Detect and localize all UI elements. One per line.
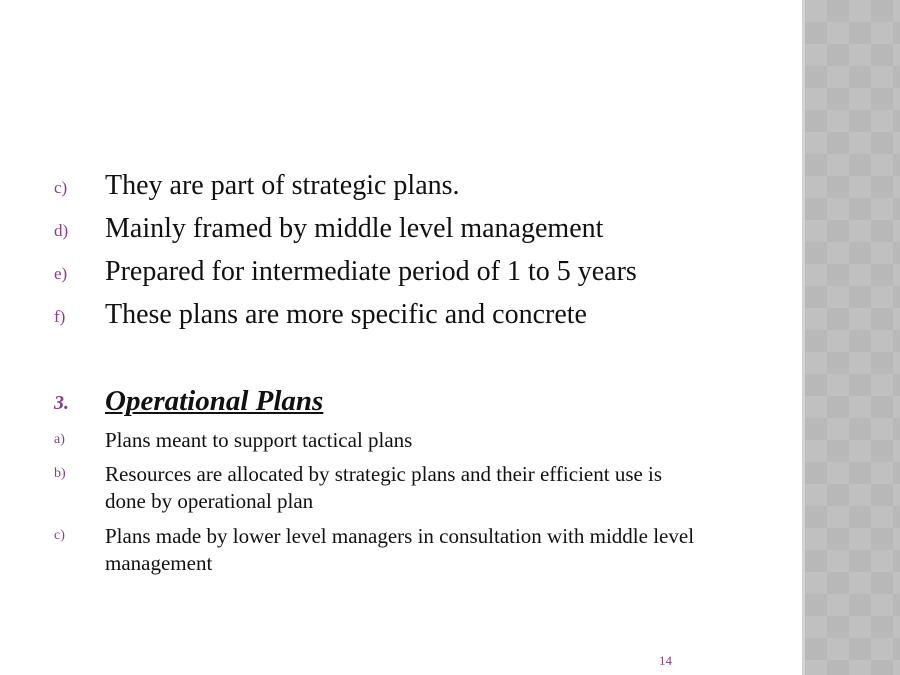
- page-number: 14: [659, 653, 672, 668]
- list-marker: b): [54, 466, 66, 481]
- list-text: Mainly framed by middle level management: [105, 213, 604, 244]
- list-text: Prepared for intermediate period of 1 to 5 years: [105, 256, 637, 287]
- list-text-cont: management: [105, 551, 213, 575]
- section-number: 3.: [54, 392, 69, 414]
- list-marker: a): [54, 432, 65, 447]
- list-marker: f): [54, 307, 66, 326]
- decorative-side-panel: [802, 0, 900, 675]
- list-marker: d): [54, 221, 69, 240]
- list-text: They are part of strategic plans.: [105, 170, 460, 201]
- list-marker: e): [54, 264, 68, 283]
- list-marker: c): [54, 178, 68, 197]
- list-marker: c): [54, 528, 65, 543]
- section-title: Operational Plans: [105, 385, 324, 417]
- list-text-cont: done by operational plan: [105, 489, 314, 513]
- list-text: These plans are more specific and concrete: [105, 299, 587, 330]
- list-text: Resources are allocated by strategic plans and their efficient use is: [105, 462, 663, 486]
- list-text: Plans meant to support tactical plans: [105, 428, 413, 452]
- list-text: Plans made by lower level managers in consultation with middle level: [105, 524, 695, 548]
